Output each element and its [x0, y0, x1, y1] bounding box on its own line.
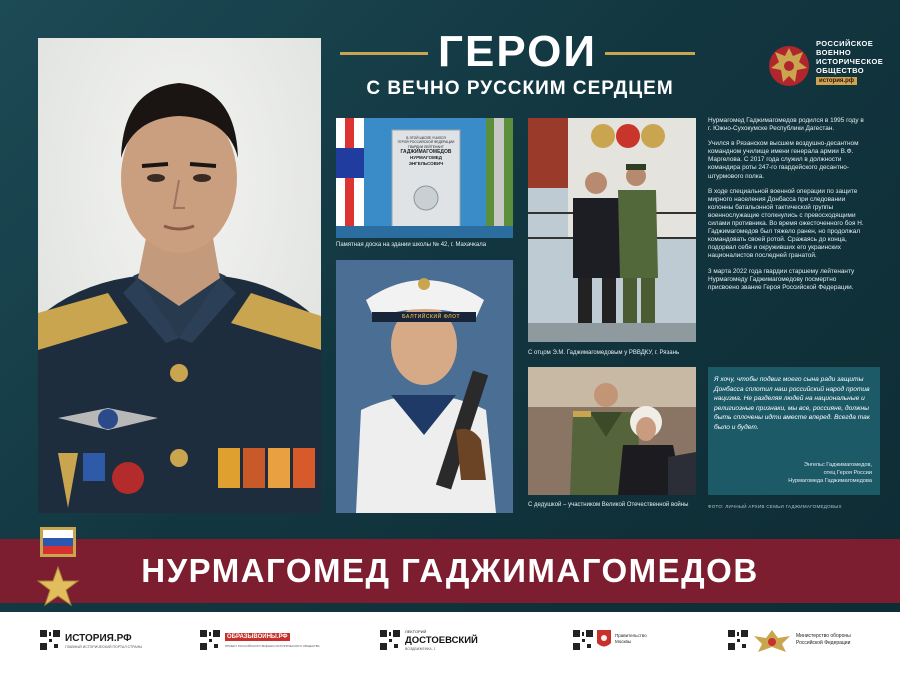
sponsor-mod-line1: Министерство обороны [796, 633, 851, 639]
father-photo [528, 118, 696, 342]
qr-code-icon [40, 630, 60, 650]
sponsor-mod[interactable] [728, 630, 868, 656]
org-line-1: РОССИЙСКОЕ [816, 39, 874, 48]
bio-paragraph-1: Нурмагомед Гаджимагомедов родился в 1995 году в г. Южно-Сухокумске Республики Дагестан. [708, 117, 864, 133]
archive-note: ФОТО: ЛИЧНЫЙ АРХИВ СЕМЬИ ГАДЖИМАГОМЕДОВЫХ [708, 504, 842, 509]
sponsor-obrazy-tag: ПРОЕКТ РОССИЙСКОГО ВОЕННО-ИСТОРИЧЕСКОГО ОБЩЕСТВА [225, 644, 320, 648]
hero-name: НУРМАГОМЕД ГАДЖИМАГОМЕДОВ [141, 552, 759, 589]
plaque-line-2: ГЕРОЙ РОССИЙСКОЙ ФЕДЕРАЦИИ [397, 140, 455, 145]
rvio-logo[interactable] [767, 38, 884, 98]
bio-paragraph-2: Учился в Рязанском высшем воздушно-десантном командном училище имени генерала армии В.Ф. Маргелова. С 2017 года служил в должности командира роты 247-го гвардейского десантно-штурмового полка. [708, 140, 859, 180]
childhood-photo [336, 260, 513, 513]
quote-attribution [742, 461, 872, 485]
title-rule-left [340, 52, 428, 55]
name-band [0, 539, 900, 603]
plaque-line-1: В ЭТОЙ ШКОЛЕ УЧИЛСЯ [406, 136, 446, 140]
quote-text: Я хочу, чтобы подвиг моего сына ради защиты Донбасса сплотил наш российский народ против нацизма. Не разделяя людей на национальные и религиозные признаки, мы все, россияне, должны быть сплочены идти вместе вперед. Всегда так было и будет. [714, 376, 870, 431]
sponsor-obrazy-name: ОБРАЗЫВОЙНЫ.РФ [227, 634, 288, 640]
double-eagle-icon [767, 38, 811, 94]
cap-ribbon-text: БАЛТИЙСКИЙ ФЛОТ [402, 314, 461, 320]
moscow-coat-of-arms-icon [597, 630, 611, 650]
bio-paragraph-3: В ходе специальной военной операции по защите мирного населения Донбасса при следовании колонны батальонной тактической группы военнослужащие столкнулись с превосходящими силами противника. Во время ожесточенного боя Н. Гаджимагомедов был тяжело ранен, но продолжал командовать своей ротой. Сражаясь до конца, подорвал себя и окруживших его украинских националистов последней гранатой. [708, 187, 864, 260]
sponsor-istoria-name: ИСТОРИЯ.РФ [65, 633, 132, 644]
quote-attribution-line-3: Нурмагомеда Гаджимагомедова [788, 478, 872, 484]
qr-code-icon [200, 630, 220, 650]
father-scene [528, 118, 696, 342]
plaque-line-5: НУРМАГОМЕД [410, 155, 442, 161]
quote-box [708, 367, 880, 495]
org-line-4: ОБЩЕСТВО [816, 66, 864, 75]
sponsor-dostoevsky[interactable] [380, 630, 510, 656]
footer [0, 612, 900, 676]
caption-school: Памятная доска на здании школы № 42, г. Махачкала [336, 242, 487, 248]
bio-paragraph-4: 3 марта 2022 года гвардии старшему лейтенанту Нурмагомеду Гаджимагомедову посмертно присвоено звание Героя Российской Федерации. [708, 267, 855, 291]
sponsor-moscow-line1: Правительство [615, 633, 647, 638]
qr-code-icon [573, 630, 593, 650]
plaque-text [394, 136, 458, 166]
sponsor-istoria-tag: ГЛАВНЫЙ ИСТОРИЧЕСКИЙ ПОРТАЛ СТРАНЫ [65, 645, 143, 649]
sponsor-dostoevsky-name: ДОСТОЕВСКИЙ [405, 635, 478, 646]
sponsor-moscow[interactable] [573, 630, 673, 656]
sponsor-istoria[interactable] [40, 630, 150, 656]
gold-star-medal-icon [36, 525, 80, 613]
mod-emblem-icon [752, 628, 792, 654]
sponsor-moscow-line2: Москвы [615, 639, 632, 644]
grandfather-scene [528, 367, 696, 495]
sponsor-dostoevsky-tag: ВОЗДВИЖЕНКА, 1 [405, 647, 436, 651]
org-site[interactable]: история.рф [816, 77, 857, 85]
portrait-photo [38, 38, 321, 513]
childhood-scene [336, 260, 513, 513]
quote-attribution-line-1: Энгельс Гаджимагомедов, [803, 462, 872, 468]
org-line-3: ИСТОРИЧЕСКОЕ [816, 57, 884, 66]
sponsor-mod-line2: Российской Федерации [796, 640, 851, 646]
page-subtitle: С ВЕЧНО РУССКИМ СЕРДЦЕМ [366, 78, 674, 99]
plaque-line-4: ГАДЖИМАГОМЕДОВ [400, 149, 452, 156]
portrait-illustration [38, 38, 321, 513]
org-line-2: ВОЕННО [816, 48, 852, 57]
grandfather-photo [528, 367, 696, 495]
qr-code-icon [380, 630, 400, 650]
sponsor-obrazy[interactable] [200, 630, 320, 656]
title-rule-right [605, 52, 695, 55]
plaque-line-3: ГВАРДИИ ЛЕЙТЕНАНТ [408, 144, 444, 149]
plaque-line-6: ЭНГЕЛЬСОВИЧ [408, 160, 444, 166]
qr-code-icon [728, 630, 748, 650]
caption-father: С отцом Э.М. Гаджимагомедовым у РВВДКУ, г. Рязань [528, 350, 680, 356]
quote-attribution-line-2: отец Героя России [823, 470, 872, 476]
page-title: ГЕРОИ [438, 27, 597, 76]
school-plaque-photo [336, 118, 513, 238]
biography [708, 117, 868, 299]
caption-grandfather: С дедушкой – участником Великой Отечественной войны [528, 502, 689, 508]
sponsor-dostoevsky-pre: ЛЕКТОРИЙ [405, 629, 427, 634]
